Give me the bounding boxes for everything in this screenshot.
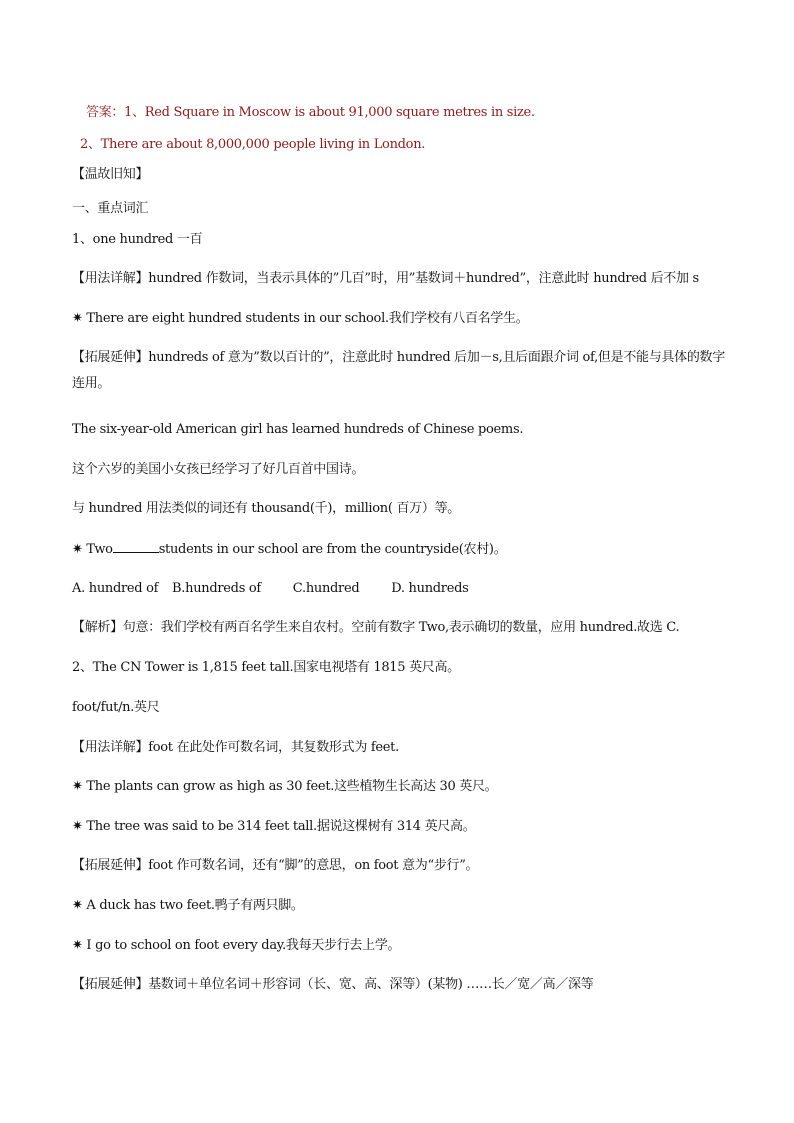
item1-heading: 1、one hundred 一百 [72,232,203,247]
item1-question [72,540,506,559]
question-suffix: students in our school are from the countryside(农村)。 [158,542,507,557]
item1-example2-en: The six-year-old American girl has learned hundreds of Chinese poems. [72,422,524,437]
section-review-heading: 【温故旧知】 [72,167,149,182]
item1-options [72,580,479,598]
item2-example1: ✷ The plants can grow as high as 30 feet.这些植物生长高达 30 英尺。 [72,779,498,794]
question-prefix: ✷ Two [72,542,113,557]
item2-word: foot/fut/n.英尺 [72,700,160,715]
option-b: B.hundreds of [172,581,261,596]
item2-usage: 【用法详解】foot 在此处作可数名词，其复数形式为 feet. [72,740,399,755]
option-d: D. hundreds [391,581,469,596]
section-vocab-heading: 一、重点词汇 [72,201,149,216]
option-a: A. hundred of [72,581,159,596]
item2-example2: ✷ The tree was said to be 314 feet tall.据说这棵树有 314 英尺高。 [72,819,476,834]
item2-heading: 2、The CN Tower is 1,815 feet tall.国家电视塔有 1815 英尺高。 [72,660,460,675]
item2-extend1: 【拓展延伸】foot 作可数名词，还有“脚”的意思，on foot 意为“步行”。 [72,858,479,873]
answer-line-1: 答案：1、Red Square in Moscow is about 91,000 square metres in size. [86,105,535,120]
item1-usage: 【用法详解】hundred 作数词，当表示具体的”几百”时，用”基数词＋hundred”，注意此时 hundred 后不加 s [72,271,699,286]
option-c: C.hundred [292,581,360,596]
item1-extend: 【拓展延伸】hundreds of 意为”数以百计的”，注意此时 hundred 后加－s,且后面跟介词 of,但是不能与具体的数字连用。 [72,350,725,391]
item1-analysis: 【解析】句意：我们学校有两百名学生来自农村。空前有数字 Two,表示确切的数量，应用 hundred.故选 C. [72,620,680,635]
item1-example2-cn: 这个六岁的美国小女孩已经学习了好几百首中国诗。 [72,462,365,477]
item1-similar: 与 hundred 用法类似的词还有 thousand(千)，million( 百万）等。 [72,501,460,516]
item2-example3: ✷ A duck has two feet.鸭子有两只脚。 [72,898,304,913]
item2-extend2: 【拓展延伸】基数词＋单位名词＋形容词（长、宽、高、深等）(某物) ……长／宽／高／深等 [72,977,594,992]
answer-line-2: 2、There are about 8,000,000 people living in London. [80,137,426,152]
item1-example1: ✷ There are eight hundred students in our school.我们学校有八百名学生。 [72,311,529,326]
answer-blank [113,540,159,553]
item2-example4: ✷ I go to school on foot every day.我每天步行去上学。 [72,938,401,953]
